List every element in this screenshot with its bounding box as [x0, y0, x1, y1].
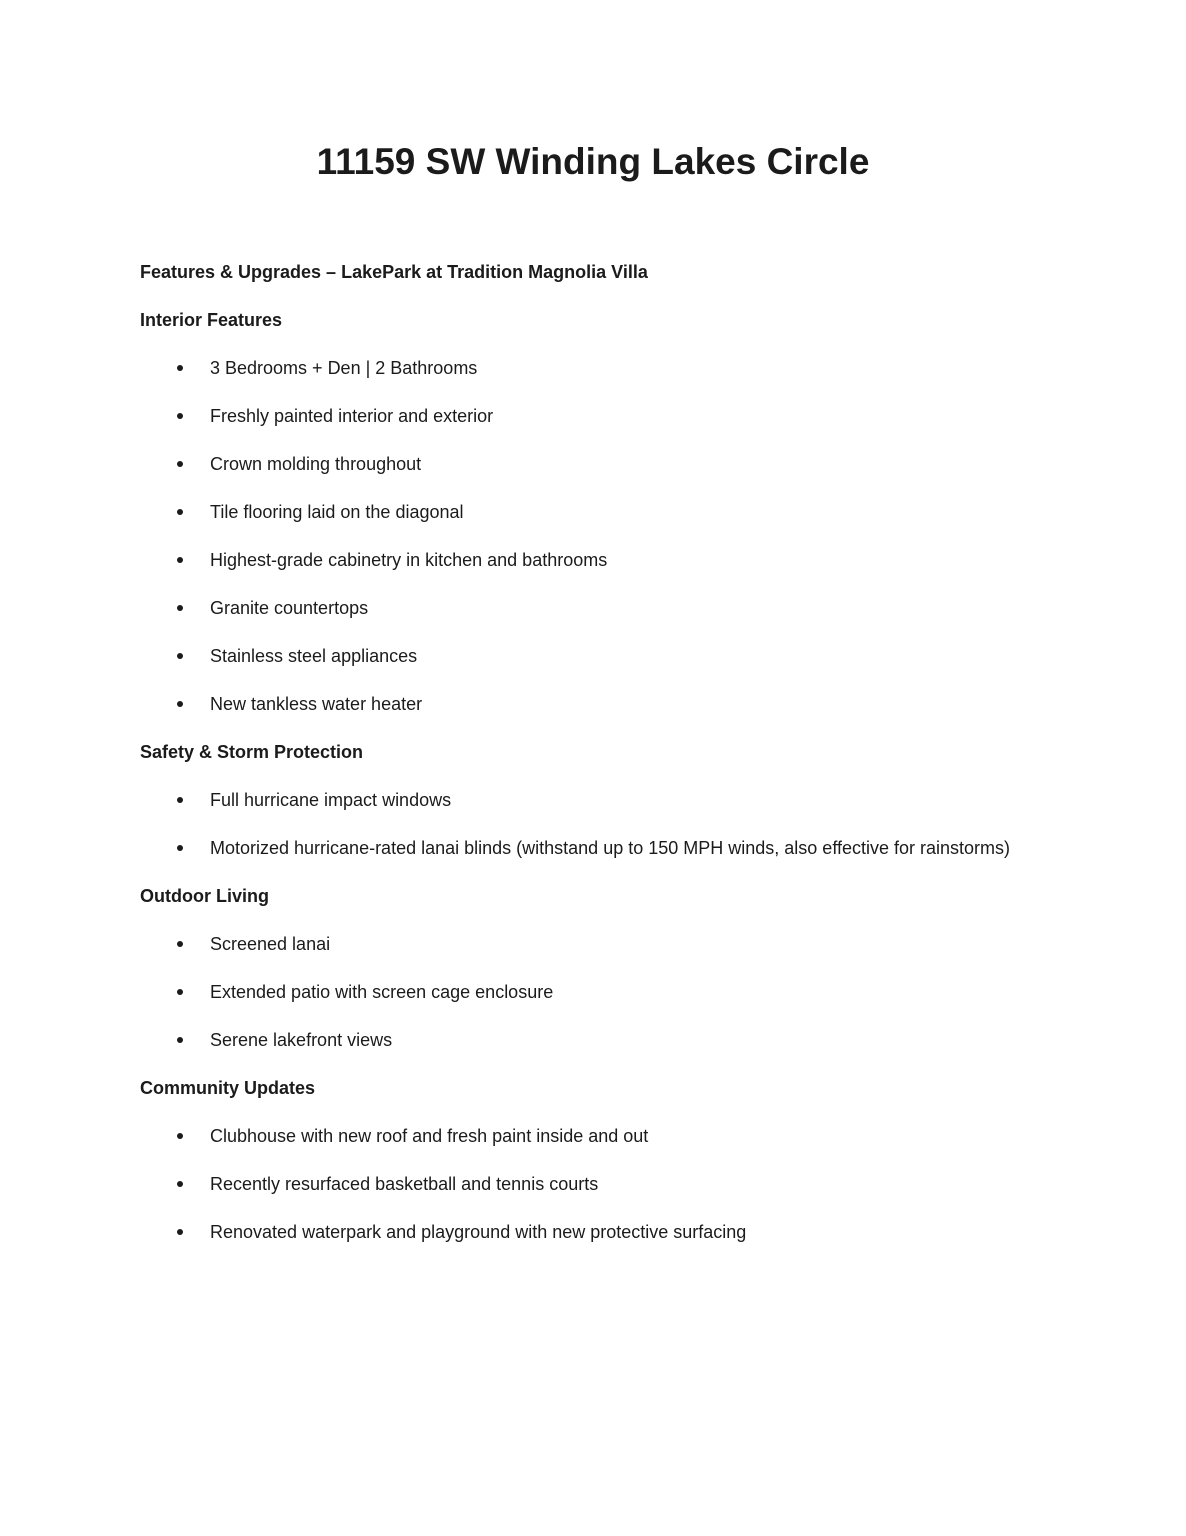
- document-sections: [140, 305, 1046, 1247]
- bullet-item: New tankless water heater: [140, 689, 1046, 719]
- bullet-item: Crown molding throughout: [140, 449, 1046, 479]
- bullet-item: Clubhouse with new roof and fresh paint inside and out: [140, 1121, 1046, 1151]
- bullet-item: Highest-grade cabinetry in kitchen and bathrooms: [140, 545, 1046, 575]
- bullet-item: 3 Bedrooms + Den | 2 Bathrooms: [140, 353, 1046, 383]
- section-heading: Outdoor Living: [140, 886, 269, 906]
- section-heading: Community Updates: [140, 1078, 316, 1098]
- bullet-list: [140, 785, 1046, 863]
- section-heading: Interior Features: [140, 310, 283, 330]
- bullet-item: Stainless steel appliances: [140, 641, 1046, 671]
- bullet-item: Recently resurfaced basketball and tennis courts: [140, 1169, 1046, 1199]
- bullet-item: Serene lakefront views: [140, 1025, 1046, 1055]
- bullet-item: Tile flooring laid on the diagonal: [140, 497, 1046, 527]
- bullet-list: [140, 1121, 1046, 1247]
- section-heading: Safety & Storm Protection: [140, 742, 364, 762]
- bullet-item: Renovated waterpark and playground with new protective surfacing: [140, 1217, 1046, 1247]
- bullet-list: [140, 353, 1046, 719]
- bullet-item: Screened lanai: [140, 929, 1046, 959]
- bullet-list: [140, 929, 1046, 1055]
- bullet-item: Freshly painted interior and exterior: [140, 401, 1046, 431]
- bullet-item: Full hurricane impact windows: [140, 785, 1046, 815]
- document-subtitle: Features & Upgrades – LakePark at Tradition Magnolia Villa: [140, 262, 648, 282]
- document-title: 11159 SW Winding Lakes Circle: [316, 141, 870, 182]
- bullet-item: Granite countertops: [140, 593, 1046, 623]
- bullet-item: Motorized hurricane-rated lanai blinds (withstand up to 150 MPH winds, also effective for rainstorms): [140, 833, 1046, 863]
- bullet-item: Extended patio with screen cage enclosure: [140, 977, 1046, 1007]
